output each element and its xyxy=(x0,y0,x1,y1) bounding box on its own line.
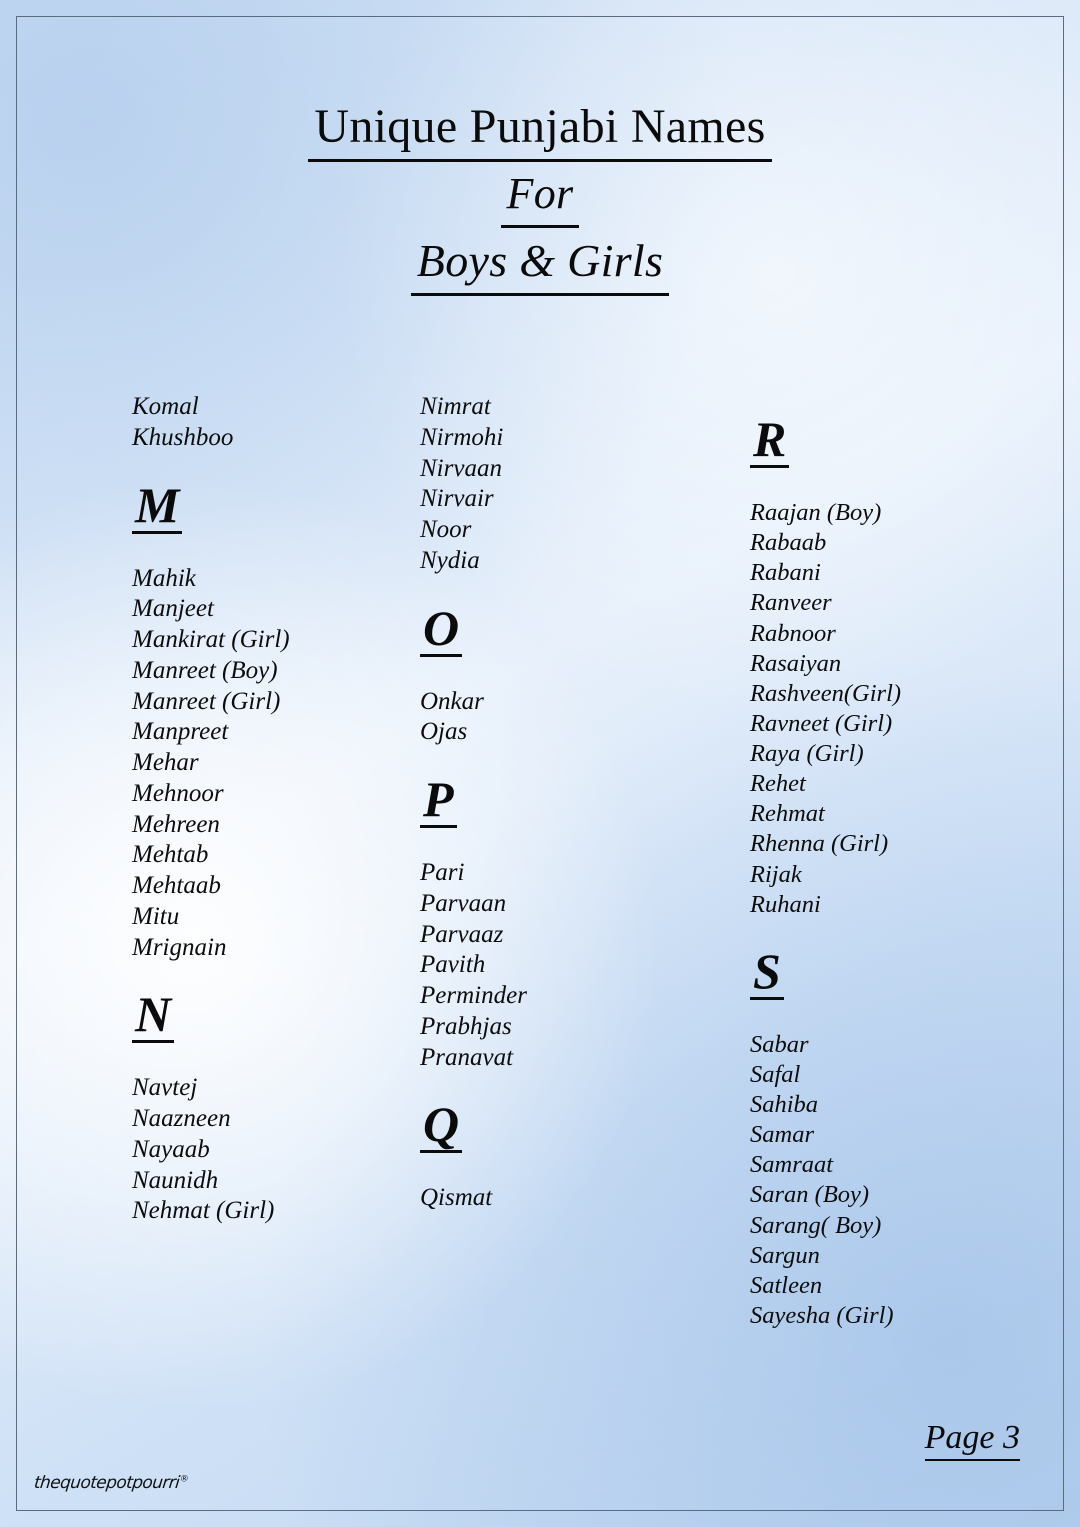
name-entry: Mrignain xyxy=(132,933,227,961)
letter-heading-o: O xyxy=(420,603,462,657)
name-entry: Rehmat xyxy=(750,800,825,828)
name-entry: Naunidh xyxy=(132,1166,219,1194)
name-entry: Nehmat (Girl) xyxy=(132,1197,275,1225)
name-entry: Komal xyxy=(132,393,199,420)
name-entry: Nirmohi xyxy=(420,423,504,451)
name-entry: Manreet (Boy) xyxy=(132,656,278,684)
name-entry: Rijak xyxy=(750,860,802,888)
name-entry: Naazneen xyxy=(132,1105,231,1132)
name-columns xyxy=(0,392,1080,1402)
name-entry: Rehet xyxy=(750,770,806,798)
column-2 xyxy=(420,392,720,1214)
name-entry: Mitu xyxy=(132,902,180,930)
name-entry: Nydia xyxy=(420,546,480,574)
name-entry: Ojas xyxy=(420,718,468,746)
name-entry: Navtej xyxy=(132,1074,198,1102)
name-entry: Ruhani xyxy=(750,890,821,918)
name-entry: Nirvair xyxy=(420,485,494,513)
name-entry: Pavith xyxy=(420,951,486,979)
name-entry: Rabani xyxy=(750,559,821,587)
name-entry: Sabar xyxy=(750,1030,809,1058)
name-entry: Ravneet (Girl) xyxy=(750,709,893,737)
name-entry: Mehnoor xyxy=(132,779,224,807)
title-line-2: For xyxy=(501,166,580,227)
name-entry: Mehreen xyxy=(132,810,220,838)
name-entry: Perminder xyxy=(420,982,527,1009)
watermark-text: thequotepotpourri xyxy=(32,1473,181,1493)
name-entry: Satleen xyxy=(750,1271,823,1299)
letter-heading-m: M xyxy=(132,480,182,534)
page-title xyxy=(0,96,1080,300)
name-entry: Noor xyxy=(420,516,472,543)
title-line-1: Unique Punjabi Names xyxy=(308,96,771,162)
column-1 xyxy=(132,392,432,1227)
page-number: Page 3 xyxy=(925,1419,1020,1461)
name-entry: Prabhjas xyxy=(420,1012,512,1040)
name-entry: Onkar xyxy=(420,687,484,715)
watermark-registered-mark: ® xyxy=(179,1474,189,1485)
name-entry: Sargun xyxy=(750,1241,820,1269)
letter-heading-r: R xyxy=(750,414,789,468)
name-entry: Rashveen(Girl) xyxy=(750,679,902,707)
name-entry: Raajan (Boy) xyxy=(750,499,882,526)
name-entry: Raya (Girl) xyxy=(750,740,864,767)
name-entry: Rhenna (Girl) xyxy=(750,830,889,858)
name-entry: Samraat xyxy=(750,1151,834,1179)
name-entry: Pari xyxy=(420,859,465,886)
name-entry: Pranavat xyxy=(420,1043,514,1071)
name-entry: Safal xyxy=(750,1060,801,1088)
name-entry: Qismat xyxy=(420,1184,493,1212)
name-entry: Sarang( Boy) xyxy=(750,1211,882,1239)
name-entry: Manjeet xyxy=(132,595,214,623)
name-entry: Sayesha (Girl) xyxy=(750,1301,894,1329)
name-entry: Nimrat xyxy=(420,393,491,420)
title-line-3: Boys & Girls xyxy=(411,232,669,296)
letter-heading-s: S xyxy=(750,946,784,1000)
name-entry: Mehtaab xyxy=(132,872,221,899)
name-entry: Mehtab xyxy=(132,841,209,869)
name-entry: Manpreet xyxy=(132,718,229,746)
name-entry: Manreet (Girl) xyxy=(132,687,281,715)
letter-heading-p: P xyxy=(420,774,457,828)
column-3 xyxy=(750,392,1050,1331)
name-entry: Mankirat (Girl) xyxy=(132,626,290,653)
name-entry: Parvaaz xyxy=(420,920,504,948)
watermark-logo xyxy=(33,1473,189,1493)
name-entry: Mahik xyxy=(132,564,196,592)
name-entry: Rabaab xyxy=(750,529,827,557)
name-entry: Rabnoor xyxy=(750,619,836,647)
name-entry: Sahiba xyxy=(750,1091,819,1118)
letter-heading-n: N xyxy=(132,989,174,1043)
name-entry: Khushboo xyxy=(132,423,234,451)
name-entry: Nayaab xyxy=(132,1135,210,1163)
name-entry: Mehar xyxy=(132,749,199,776)
name-entry: Parvaan xyxy=(420,889,507,917)
name-entry: Saran (Boy) xyxy=(750,1181,870,1209)
name-entry: Nirvaan xyxy=(420,454,502,482)
name-entry: Samar xyxy=(750,1121,814,1149)
name-entry: Ranveer xyxy=(750,589,832,617)
letter-heading-q: Q xyxy=(420,1099,462,1153)
name-entry: Rasaiyan xyxy=(750,649,842,677)
